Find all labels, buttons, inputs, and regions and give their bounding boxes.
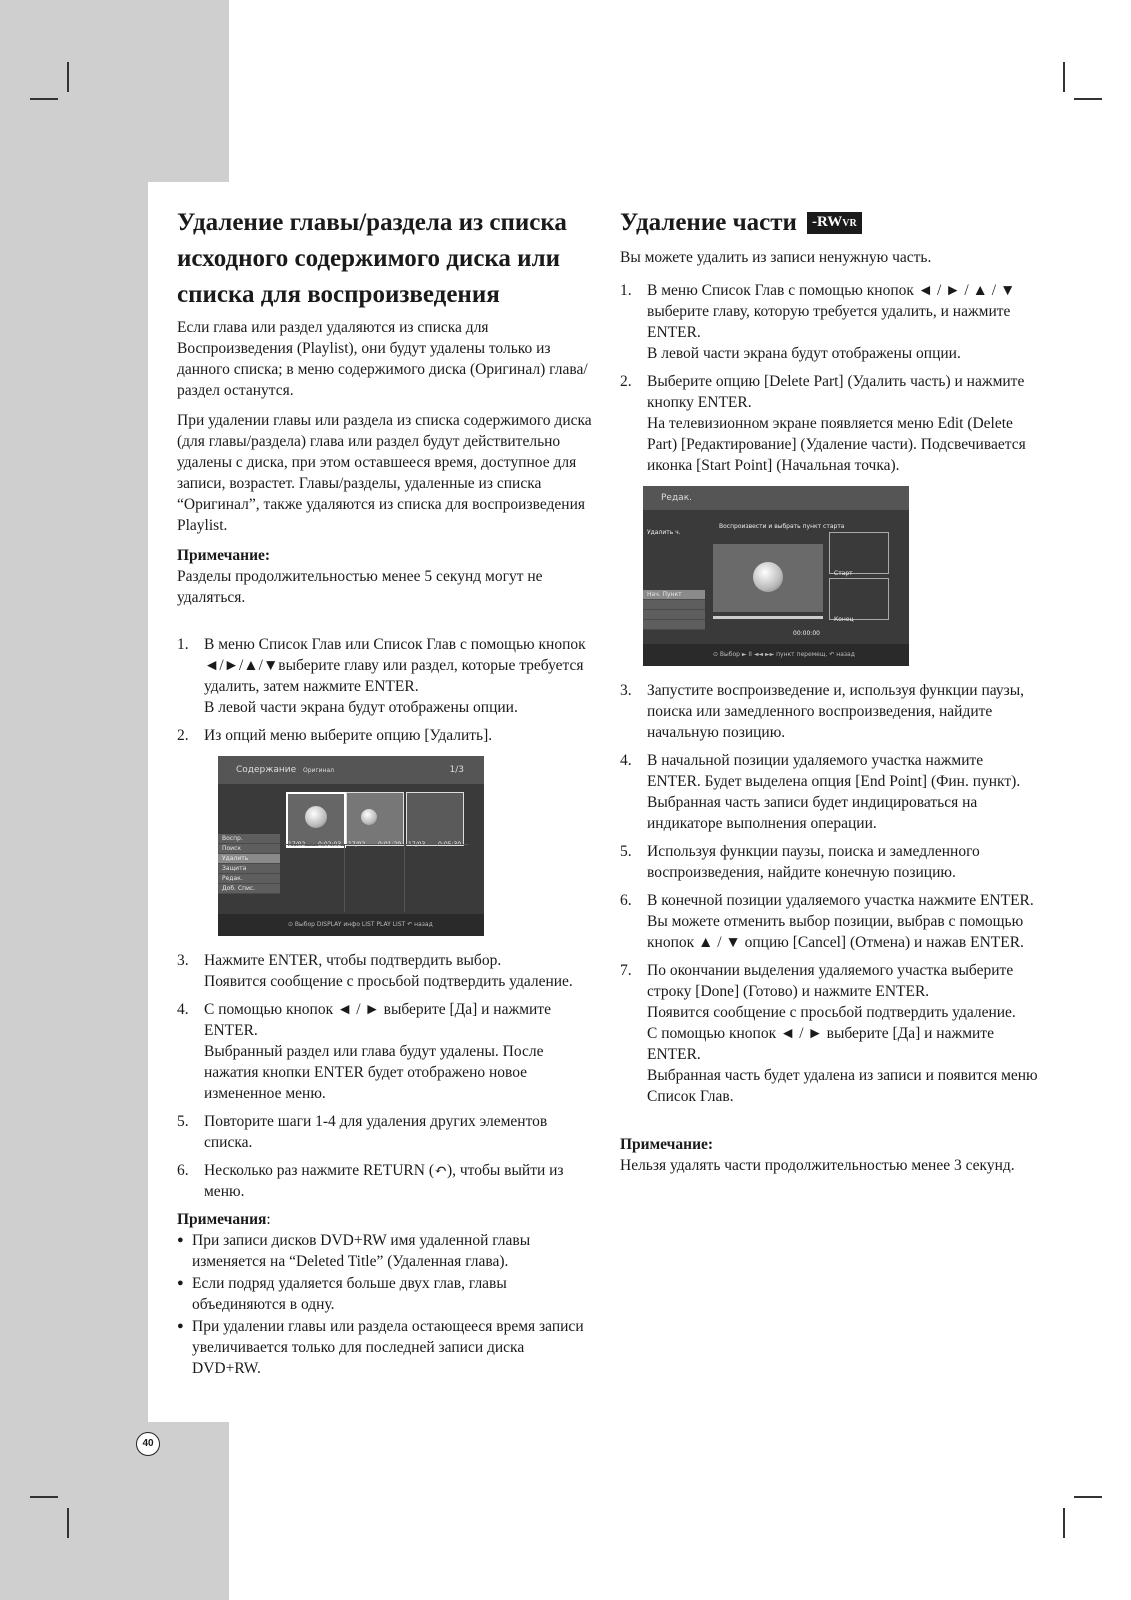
content-menu-screenshot [218,756,484,936]
intro-paragraph: Если глава или раздел удаляются из списка для Воспроизведения (Playlist), они будут удалены только из данного списка; в меню содержимого диска (Оригинал) глава/раздел останутся. [177,319,588,399]
gray-margin-left [0,182,148,1422]
end-frame: Конец [829,578,889,620]
step-subtext: На телевизионном экране появляется меню Edit (Delete Part) [Редактирование] (Удаление части). Подсвечивается иконка [Start Point] (Начальная точка). [647,415,1026,474]
step-text: Выберите опцию [Delete Part] (Удалить часть) и нажмите кнопку ENTER. [647,373,1025,411]
screen-counter: 1/3 [449,765,464,775]
screen-title: Содержание [236,765,297,775]
step-item: 6. В конечной позиции удаляемого участка нажмите ENTER. Вы можете отменить выбор позиции, выбрав с помощью кнопок ▲ / ▼ опцию [Cancel] (Отмена) и нажав ENTER. [620,892,1034,951]
step-text: В конечной позиции удаляемого участка нажмите ENTER. Вы можете отменить выбор позиции, выбрав с помощью кнопок ▲ / ▼ опцию [Cancel] (Отмена) и нажав ENTER. [647,892,1034,951]
note-item: ● Если подряд удаляется больше двух глав, главы объединяются в одну. [177,1273,595,1315]
left-column [177,205,595,1380]
step-item: 2. Выберите опцию [Delete Part] (Удалить часть) и нажмите кнопку ENTER. На телевизионном экране появляется меню Edit (Delete Part) [Редактирование] (Удаление части). Подсвечивается иконка [Start Point] (Начальная точка). [620,371,1040,476]
section-title: Удаление главы/раздела из списка исходного содержимого диска или списка для воспроизведения [177,209,567,308]
crop-mark [30,98,58,100]
edit-menu-screenshot [643,486,909,666]
step-item: 5. Используя функции паузы, поиска и замедленного воспроизведения, найдите конечную позицию. [620,843,980,881]
intro-paragraph: Вы можете удалить из записи ненужную часть. [620,249,932,266]
steps-list [620,280,1040,476]
step-text: В меню Список Глав с помощью кнопок ◄ / ► / ▲ / ▼ выберите главу, которую требуется удалить, и нажмите ENTER. [647,282,1016,341]
option-menu [643,590,705,630]
step-item: 7. По окончании выделения удаляемого участка выберите строку [Done] (Готово) и нажмите ENTER. Появится сообщение с просьбой подтвердить удаление. С помощью кнопок ◄ / ► выберите [Да] и нажмите ENTER. Выбранная часть будет удалена из записи и появится меню Список Глав. [620,960,1040,1107]
step-subtext: Выбранный раздел или глава будут удалены. После нажатия кнопки ENTER будет отображено новое измененное меню. [204,1043,544,1102]
step-subtext: В левой части экрана будут отображены опции. [647,345,961,362]
menu-item-selected: Удалить [218,854,280,864]
step-text: В начальной позиции удаляемого участка нажмите ENTER. Будет выделена опция [End Point] (Фин. пункт). Выбранная часть записи будет индицироваться на индикаторе выполнения операции. [647,752,1021,832]
note-title: Примечание: [177,547,271,564]
note-text: Разделы продолжительностью менее 5 секунд могут не удаляться. [177,568,543,606]
step-text: Нажмите ENTER, чтобы подтвердить выбор. [204,952,502,969]
step-item: 2. Из опций меню выберите опцию [Удалить]. [177,727,493,744]
crop-mark [67,1508,69,1538]
step-item: 4. В начальной позиции удаляемого участка нажмите ENTER. Будет выделена опция [End Point] (Фин. пункт). Выбранная часть записи будет индицироваться на индикаторе выполнения операции. [620,752,1021,832]
steps-list [177,950,595,1202]
start-frame: Старт [829,532,889,574]
screen-bottom-bar: ⊙ Выбор ► II ◄◄ ►► пункт перемещ. ↶ назад [643,644,909,666]
step-text: Из опций меню выберите опцию [Удалить]. [204,727,493,744]
step-text: Несколько раз нажмите RETURN (↶), чтобы выйти из меню. [204,1162,564,1200]
step-item: 3. Запустите воспроизведение и, используя функции паузы, поиска или замедленного воспроизведения, найдите начальную позицию. [620,682,1024,741]
screen-subtitle: Оригинал [303,767,334,774]
side-label: Удалить ч. [647,529,681,536]
page-number: 40 [136,1432,160,1456]
step-text: Используя функции паузы, поиска и замедленного воспроизведения, найдите конечную позицию. [647,843,980,881]
gray-margin-top [0,0,229,182]
menu-item: Защита [218,864,280,874]
intro-paragraph: При удалении главы или раздела из списка содержимого диска (для главы/раздела) глава или раздел будут действительно удалены с диска, при этом оставшееся время, доступное для записи, возрастет. Главы/разделы, удаленные из списка “Оригинал”, также удаляются из списка для воспроизведения Playlist. [177,412,592,534]
screen-title: Редак. [661,493,692,503]
steps-list [620,680,1040,1107]
step-text: Запустите воспроизведение и, используя функции паузы, поиска или замедленного воспроизведения, найдите начальную позицию. [647,682,1024,741]
step-text: С помощью кнопок ◄ / ► выберите [Да] и нажмите ENTER. [204,1001,551,1039]
step-item: 5. Повторите шаги 1-4 для удаления других элементов списка. [177,1113,548,1151]
menu-item: Поиск [218,844,280,854]
gray-margin-bottom [0,1422,229,1600]
time-counter: 00:00:00 [793,630,820,637]
step-subtext: В левой части экрана будут отображены опции. [204,699,518,716]
progress-bar [713,616,823,619]
step-text: Повторите шаги 1-4 для удаления других элементов списка. [204,1113,548,1151]
step-subtext: Выбранная часть будет удалена из записи и появится меню Список Глав. [647,1067,1038,1105]
menu-item: Редак. [218,874,280,884]
crop-mark [1074,98,1102,100]
crop-mark [67,62,69,92]
crop-mark [30,1496,58,1498]
step-item: 1. В меню Список Глав или Список Глав с помощью кнопок ◄/►/▲/▼выберите главу или раздел, которые требуется удалить, затем нажмите ENTER. В левой части экрана будут отображены опции. [177,634,595,718]
note-text: Нельзя удалять части продолжительностью менее 3 секунд. [620,1157,1015,1174]
note-item: ● При записи дисков DVD+RW имя удаленной главы изменяется на “Deleted Title” (Удаленная глава). [177,1230,595,1272]
crop-mark [1063,62,1065,92]
step-text: В меню Список Глав или Список Глав с помощью кнопок ◄/►/▲/▼выберите главу или раздел, которые требуется удалить, затем нажмите ENTER. [204,636,586,695]
notes-list [177,1230,595,1379]
video-preview [713,544,823,612]
step-item: 3. Нажмите ENTER, чтобы подтвердить выбор. Появится сообщение с просьбой подтвердить удаление. [177,950,595,992]
right-column [620,205,1040,1185]
step-item: 6. Несколько раз нажмите RETURN (↶), чтобы выйти из меню. [177,1162,564,1200]
note-item: ● При удалении главы или раздела остающееся время записи увеличивается только для последней записи диска DVD+RW. [177,1316,595,1379]
notes-title: Примечания: [177,1211,271,1228]
crop-mark [1063,1508,1065,1538]
step-text: По окончании выделения удаляемого участка выберите строку [Done] (Готово) и нажмите ENTER. [647,962,1014,1000]
crop-mark [1074,1496,1102,1498]
step-subtext: Появится сообщение с просьбой подтвердить удаление. [204,973,573,990]
disc-format-badge: -RWVR [807,212,862,234]
menu-item: Доб. Спис. [218,884,280,894]
step-item: 1. В меню Список Глав с помощью кнопок ◄ / ► / ▲ / ▼ выберите главу, которую требуется удалить, и нажмите ENTER. В левой части экрана будут отображены опции. [620,280,1040,364]
steps-list [177,634,595,746]
option-menu [218,834,280,894]
screen-header: Воспроизвести и выбрать пункт старта [719,523,845,530]
step-subtext: Появится сообщение с просьбой подтвердить удаление. [647,1004,1016,1021]
screen-bottom-bar: ⊙ Выбор DISPLAY инфо LIST PLAY LIST ↶ назад [218,914,484,936]
step-subtext: С помощью кнопок ◄ / ► выберите [Да] и нажмите ENTER. [647,1025,994,1063]
menu-item: Воспр. [218,834,280,844]
menu-item-selected: Нач. Пункт [643,590,705,600]
note-title: Примечание: [620,1136,714,1153]
section-title: Удаление части -RWVR [620,205,1040,241]
step-item: 4. С помощью кнопок ◄ / ► выберите [Да] и нажмите ENTER. Выбранный раздел или глава будут удалены. После нажатия кнопки ENTER будет отображено новое измененное меню. [177,999,595,1104]
